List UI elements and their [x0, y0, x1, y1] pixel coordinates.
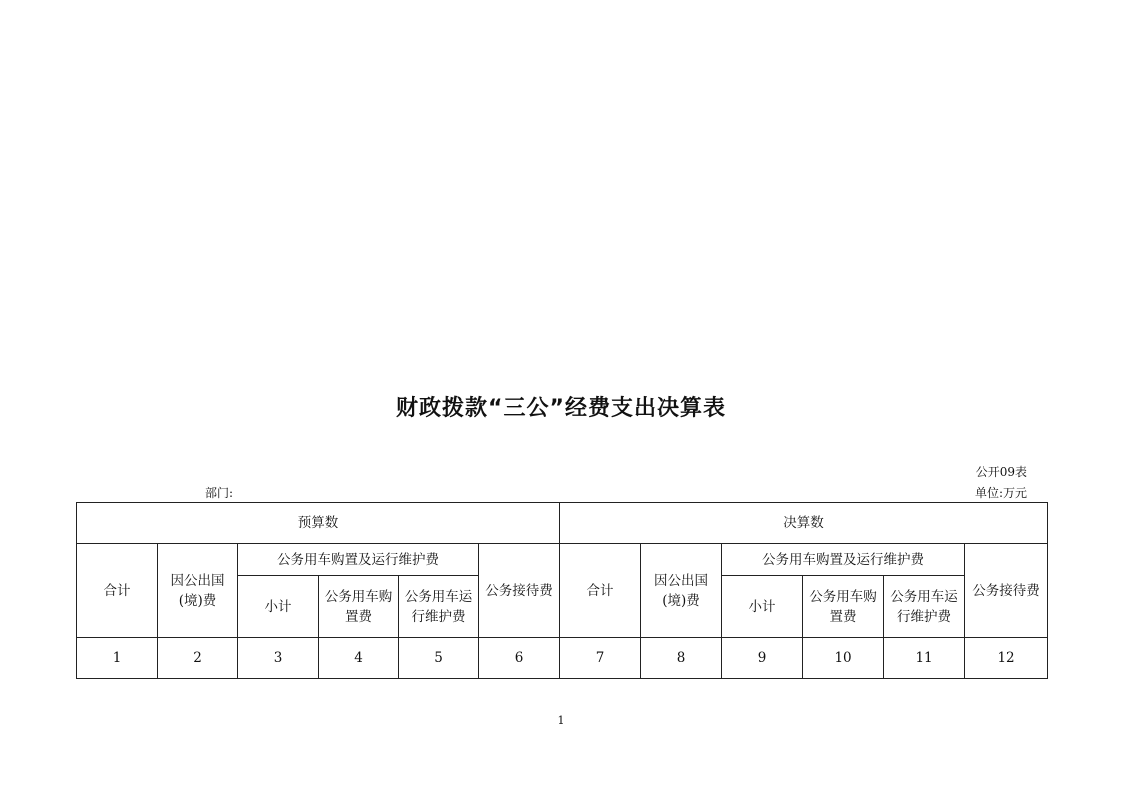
- budget-total-header: 合计: [77, 544, 158, 638]
- column-number: 12: [965, 638, 1048, 679]
- budget-subtotal-header: 小计: [238, 576, 319, 638]
- budget-reception-header: 公务接待费: [479, 544, 560, 638]
- column-number: 8: [641, 638, 722, 679]
- column-number: 11: [884, 638, 965, 679]
- column-number: 7: [560, 638, 641, 679]
- report-title: 财政拨款“三公”经费支出决算表: [396, 396, 726, 421]
- unit-label: 单位:万元: [974, 486, 1027, 500]
- budget-vehicle-purchase-header: 公务用车购置费: [319, 576, 399, 638]
- budget-vehicle-group-header: 公务用车购置及运行维护费: [238, 544, 479, 576]
- column-number: 10: [803, 638, 884, 679]
- final-vehicle-purchase-header: 公务用车购置费: [803, 576, 884, 638]
- form-number: 公开09表: [975, 465, 1027, 479]
- budget-group-header: 预算数: [77, 503, 560, 544]
- column-number: 1: [77, 638, 158, 679]
- final-vehicle-operation-header: 公务用车运行维护费: [884, 576, 965, 638]
- column-number: 2: [158, 638, 238, 679]
- expenditure-table: [76, 502, 1048, 679]
- final-total-header: 合计: [560, 544, 641, 638]
- final-subtotal-header: 小计: [722, 576, 803, 638]
- budget-abroad-header: 因公出国(境)费: [158, 544, 238, 638]
- department-label: 部门:: [205, 486, 234, 500]
- final-vehicle-group-header: 公务用车购置及运行维护费: [722, 544, 965, 576]
- column-number: 6: [479, 638, 560, 679]
- column-number: 9: [722, 638, 803, 679]
- final-abroad-header: 因公出国(境)费: [641, 544, 722, 638]
- final-group-header: 决算数: [560, 503, 1048, 544]
- final-reception-header: 公务接待费: [965, 544, 1048, 638]
- column-number: 4: [319, 638, 399, 679]
- budget-vehicle-operation-header: 公务用车运行维护费: [399, 576, 479, 638]
- column-number: 3: [238, 638, 319, 679]
- column-number: 5: [399, 638, 479, 679]
- page-number: 1: [557, 714, 565, 727]
